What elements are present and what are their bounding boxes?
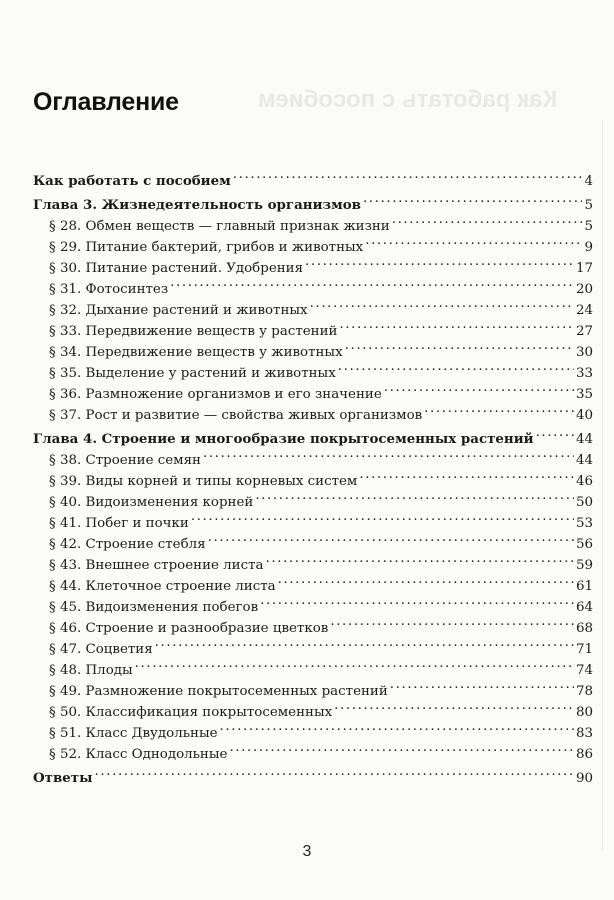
toc-entry-page: 9: [584, 240, 593, 255]
dot-leader: [392, 209, 583, 230]
toc-entry-page: 50: [575, 495, 593, 510]
toc-entry-label: § 36. Размножение организмов и его значение: [49, 387, 382, 402]
toc-entry-page: 35: [575, 387, 593, 402]
dot-leader: [208, 527, 574, 548]
dot-leader: [536, 422, 574, 443]
dot-leader: [170, 272, 574, 293]
toc-entry-label: § 51. Класс Двудольные: [49, 726, 218, 741]
toc-entry-label: § 33. Передвижение веществ у растений: [49, 324, 338, 339]
dot-leader: [191, 506, 574, 527]
toc-entry-label: § 43. Внешнее строение листа: [49, 558, 264, 573]
toc-entry-label: Ответы: [33, 770, 93, 786]
dot-leader: [345, 335, 574, 356]
toc-entry-page: 61: [575, 579, 593, 594]
dot-leader: [390, 674, 574, 695]
dot-leader: [424, 398, 574, 419]
dot-leader: [330, 611, 574, 632]
toc-entry-label: Глава 3. Жизнедеятельность организмов: [33, 197, 361, 213]
dot-leader: [255, 485, 574, 506]
page-title: Оглавление: [33, 88, 179, 116]
page-number: 3: [302, 843, 312, 860]
toc-entry-label: § 52. Класс Однодольные: [49, 747, 228, 762]
dot-leader: [260, 590, 574, 611]
toc-entry-page: 68: [575, 621, 593, 636]
dot-leader: [135, 653, 574, 674]
toc-entry-page: 17: [575, 261, 593, 276]
dot-leader: [203, 443, 574, 464]
dot-leader: [305, 251, 574, 272]
dot-leader: [233, 164, 583, 185]
toc-entry-answers[interactable]: [33, 761, 593, 786]
toc-entry-label: § 50. Классификация покрытосеменных: [49, 705, 333, 720]
toc-entry-page: 5: [584, 198, 593, 213]
dot-leader: [95, 761, 574, 782]
toc-entry-label: § 40. Видоизменения корней: [49, 495, 254, 510]
toc-entry-label: Глава 4. Строение и многообразие покрытосеменных растений: [33, 431, 534, 447]
toc-entry-page: 44: [575, 453, 593, 468]
toc-entry-page: 90: [575, 771, 593, 786]
toc-entry-page: 83: [575, 726, 593, 741]
toc-entry-page: 64: [575, 600, 593, 615]
toc-entry-label: § 37. Рост и развитие — свойства живых организмов: [49, 408, 423, 423]
table-of-contents: [33, 164, 593, 786]
toc-entry-label: § 34. Передвижение веществ у животных: [49, 345, 343, 360]
toc-entry-label: § 41. Побег и почки: [49, 516, 189, 531]
toc-entry-label: § 42. Строение стебля: [49, 537, 206, 552]
toc-entry-label: § 29. Питание бактерий, грибов и животных: [49, 240, 364, 255]
toc-entry-label: § 32. Дыхание растений и животных: [49, 303, 308, 318]
toc-entry-label: § 38. Строение семян: [49, 453, 201, 468]
toc-entry-page: 30: [575, 345, 593, 360]
toc-entry-page: 40: [575, 408, 593, 423]
dot-leader: [266, 548, 574, 569]
toc-entry-page: 80: [575, 705, 593, 720]
toc-entry-page: 24: [575, 303, 593, 318]
dot-leader: [334, 695, 574, 716]
dot-leader: [220, 716, 574, 737]
toc-entry-label: § 39. Виды корней и типы корневых систем: [49, 474, 358, 489]
toc-entry-label: § 44. Клеточное строение листа: [49, 579, 276, 594]
dot-leader: [338, 356, 574, 377]
toc-entry-page: 27: [575, 324, 593, 339]
toc-entry-intro[interactable]: [33, 164, 593, 189]
toc-entry-page: 33: [575, 366, 593, 381]
toc-entry-page: 56: [575, 537, 593, 552]
toc-entry-page: 71: [575, 642, 593, 657]
toc-entry-label: § 48. Плоды: [49, 663, 133, 678]
dot-leader: [339, 314, 574, 335]
toc-entry-label: § 31. Фотосинтез: [49, 282, 169, 297]
toc-entry-label: § 46. Строение и разнообразие цветков: [49, 621, 329, 636]
toc-entry-page: 53: [575, 516, 593, 531]
toc-entry-label: § 49. Размножение покрытосеменных растений: [49, 684, 388, 699]
toc-entry-label: § 30. Питание растений. Удобрения: [49, 261, 304, 276]
toc-entry-page: 44: [575, 432, 593, 447]
dot-leader: [384, 377, 574, 398]
dot-leader: [278, 569, 574, 590]
toc-entry-page: 46: [575, 474, 593, 489]
toc-entry-page: 59: [575, 558, 593, 573]
toc-entry-page: 4: [584, 174, 593, 189]
dot-leader: [229, 737, 574, 758]
show-through-title: Как работать с пособием: [258, 86, 558, 113]
show-through-rule: [602, 120, 603, 850]
toc-entry-label: § 35. Выделение у растений и животных: [49, 366, 336, 381]
toc-entry-label: § 47. Соцветия: [49, 642, 153, 657]
toc-entry-page: 78: [575, 684, 593, 699]
dot-leader: [359, 464, 574, 485]
toc-entry-label: § 28. Обмен веществ — главный признак жизни: [49, 219, 390, 234]
dot-leader: [155, 632, 574, 653]
dot-leader: [310, 293, 574, 314]
toc-entry-page: 5: [584, 219, 593, 234]
toc-entry-page: 74: [575, 663, 593, 678]
toc-entry-page: 20: [575, 282, 593, 297]
dot-leader: [363, 188, 583, 209]
toc-entry-label: § 45. Видоизменения побегов: [49, 600, 259, 615]
dot-leader: [365, 230, 582, 251]
toc-entry-page: 86: [575, 747, 593, 762]
toc-entry-label: Как работать с пособием: [33, 173, 231, 189]
